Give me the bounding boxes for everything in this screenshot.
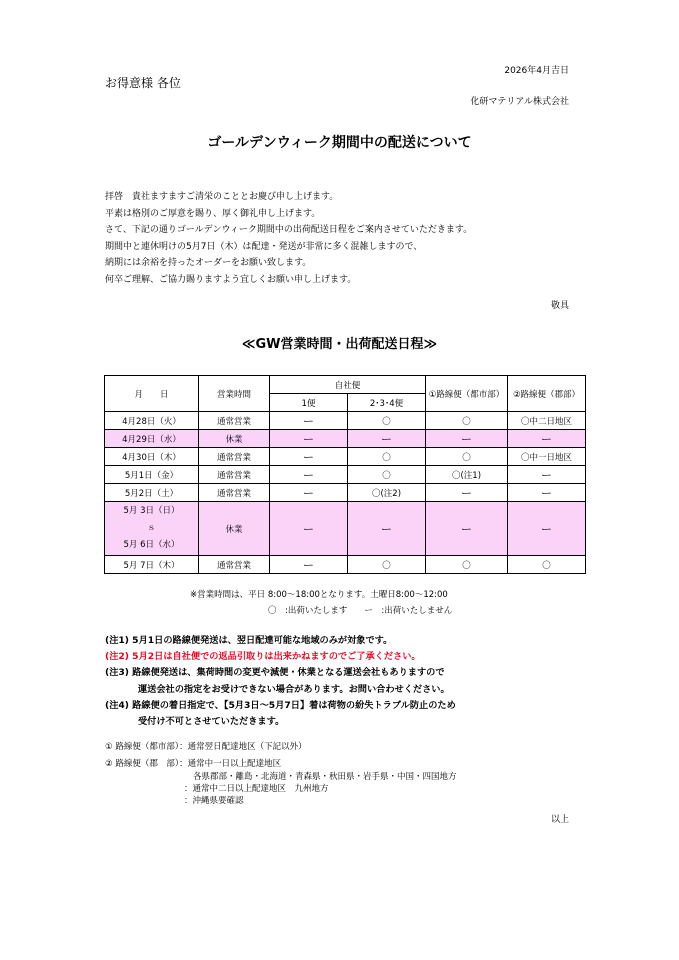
cell-route1: 〇 xyxy=(426,412,508,430)
schedule-table xyxy=(104,375,586,574)
schedule-title: ≪GW営業時間・出荷配送日程≫ xyxy=(241,337,438,352)
cell-own234: ー xyxy=(348,502,426,556)
greeting-body xyxy=(105,189,472,289)
body-line: 平素は格別のご厚意を賜り、厚く御礼申し上げます。 xyxy=(105,208,321,219)
body-line: 納期には余裕を持ったオーダーをお願い致します。 xyxy=(105,258,312,269)
table-row xyxy=(105,430,586,448)
note-4: (注4) 路線便の着日指定で、【5月3日～5月7日】着は荷物の紛失トラブル防止のため xyxy=(105,699,456,711)
cell-own1: ー xyxy=(270,484,348,502)
body-line: 拝啓 貴社ますますご清栄のこととお慶び申し上げます。 xyxy=(105,192,339,202)
note-1: (注1) 5月1日の路線便発送は、翌日配達可能な地域のみが対象です。 xyxy=(105,635,393,646)
note-3: (注3) 路線便発送は、集荷時間の変更や減便・休業となる運送会社もありますので xyxy=(105,667,445,679)
header-own-1: 1便 xyxy=(270,394,348,412)
cell-own1: ー xyxy=(270,412,348,430)
cell-route1: ー xyxy=(426,484,508,502)
note-3-cont: 運送会社の指定をお受けできない場合があります。お問い合わせください。 xyxy=(138,683,450,695)
cell-own1: ー xyxy=(270,448,348,466)
cell-own234: 〇 xyxy=(348,448,426,466)
cell-hours: 休業 xyxy=(199,430,270,448)
route-2-definition: ② 路線便（郡 部）：通常中一日以上配達地区 xyxy=(105,759,282,770)
cell-own1: ー xyxy=(270,556,348,574)
table-row xyxy=(105,448,586,466)
header-own-delivery: 自社便 xyxy=(270,376,426,394)
document-title: ゴールデンウィーク期間中の配送について xyxy=(207,135,472,151)
cell-hours: 通常営業 xyxy=(199,412,270,430)
cell-own234: 〇 xyxy=(348,412,426,430)
cell-hours: 通常営業 xyxy=(199,484,270,502)
note-4-cont: 受付け不可とさせていただきます。 xyxy=(138,716,285,728)
note-2: (注2) 5月2日は自社便での返品引取りは出来かねますのでご了承ください。 xyxy=(105,651,421,663)
header-route1: ①路線便（都市部） xyxy=(426,376,508,412)
table-row xyxy=(105,466,586,484)
cell-route1: 〇 xyxy=(426,556,508,574)
header-route2: ②路線便（郡部） xyxy=(508,376,586,412)
body-line: 期間中と連休明けの5月7日（木）は配達・発送が非常に多く混雑しますので、 xyxy=(105,241,423,252)
cell-date: 4月29日（水） xyxy=(105,430,199,448)
date-range-start: 5月 3日（日） xyxy=(123,506,180,516)
cell-route2: ー xyxy=(508,484,586,502)
cell-own234: 〇 xyxy=(348,466,426,484)
cell-own1: ー xyxy=(270,466,348,484)
cell-date: 4月30日（木） xyxy=(105,448,199,466)
cell-own234: ー xyxy=(348,430,426,448)
symbol-legend: 〇 :出荷いたします ー :出荷いたしません xyxy=(268,606,453,616)
cell-hours: 通常営業 xyxy=(199,448,270,466)
cell-route1: 〇(注1) xyxy=(426,466,508,484)
cell-hours: 休業 xyxy=(199,502,270,556)
cell-route2: ー xyxy=(508,430,586,448)
cell-own234: 〇 xyxy=(348,556,426,574)
cell-route2: ー xyxy=(508,466,586,484)
cell-date-range xyxy=(105,502,199,556)
cell-own234: 〇(注2) xyxy=(348,484,426,502)
route-2-okinawa: ：沖縄県要確認 xyxy=(184,796,244,807)
route-2-two-day: ：通常中二日以上配達地区 九州地方 xyxy=(184,783,329,794)
cell-route2: ー xyxy=(508,502,586,556)
cell-route1: ー xyxy=(426,430,508,448)
date-range-end: 5月 6日（水） xyxy=(123,540,180,550)
issue-date: 2026年4月吉日 xyxy=(504,66,569,76)
cell-date: 5月2日（土） xyxy=(105,484,199,502)
business-hours-note: ※営業時間は、平日 8:00～18:00となります。土曜日8:00～12:00 xyxy=(190,590,448,600)
company-name: 化研マテリアル株式会社 xyxy=(470,97,569,107)
notes-section xyxy=(105,633,456,730)
header-hours: 営業時間 xyxy=(199,376,270,412)
cell-date: 5月 7日（木） xyxy=(105,556,199,574)
cell-route2: 〇中二日地区 xyxy=(508,412,586,430)
cell-hours: 通常営業 xyxy=(199,556,270,574)
date-range-separator: ｓ xyxy=(147,523,156,533)
cell-route2: 〇中一日地区 xyxy=(508,448,586,466)
table-row xyxy=(105,412,586,430)
header-date: 月 日 xyxy=(105,376,199,412)
table-row xyxy=(105,484,586,502)
recipient: お得意様 各位 xyxy=(105,76,181,90)
cell-date: 4月28日（火） xyxy=(105,412,199,430)
end-mark: 以上 xyxy=(550,815,569,825)
cell-own1: ー xyxy=(270,430,348,448)
cell-hours: 通常営業 xyxy=(199,466,270,484)
route-definitions xyxy=(105,741,457,807)
body-line: さて、下記の通りゴールデンウィーク期間中の出荷配送日程をご案内させていただきます。 xyxy=(105,225,473,236)
table-row xyxy=(105,556,586,574)
body-line: 何卒ご理解、ご協力賜りますよう宜しくお願い申し上げます。 xyxy=(105,274,357,285)
table-row-merged xyxy=(105,502,586,556)
cell-date: 5月1日（金） xyxy=(105,466,199,484)
closing-word: 敬具 xyxy=(550,301,569,311)
cell-route2: 〇 xyxy=(508,556,586,574)
cell-route1: 〇 xyxy=(426,448,508,466)
cell-own1: ー xyxy=(270,502,348,556)
header-own-234: 2･3･4便 xyxy=(348,394,426,412)
table-header-row xyxy=(105,376,586,394)
route-2-areas: 各県郡部・離島・北海道・青森県・秋田県・岩手県・中国・四国地方 xyxy=(193,771,457,782)
route-1-definition: ① 路線便（都市部）：通常翌日配達地区（下記以外） xyxy=(105,742,307,752)
cell-route1: ー xyxy=(426,502,508,556)
